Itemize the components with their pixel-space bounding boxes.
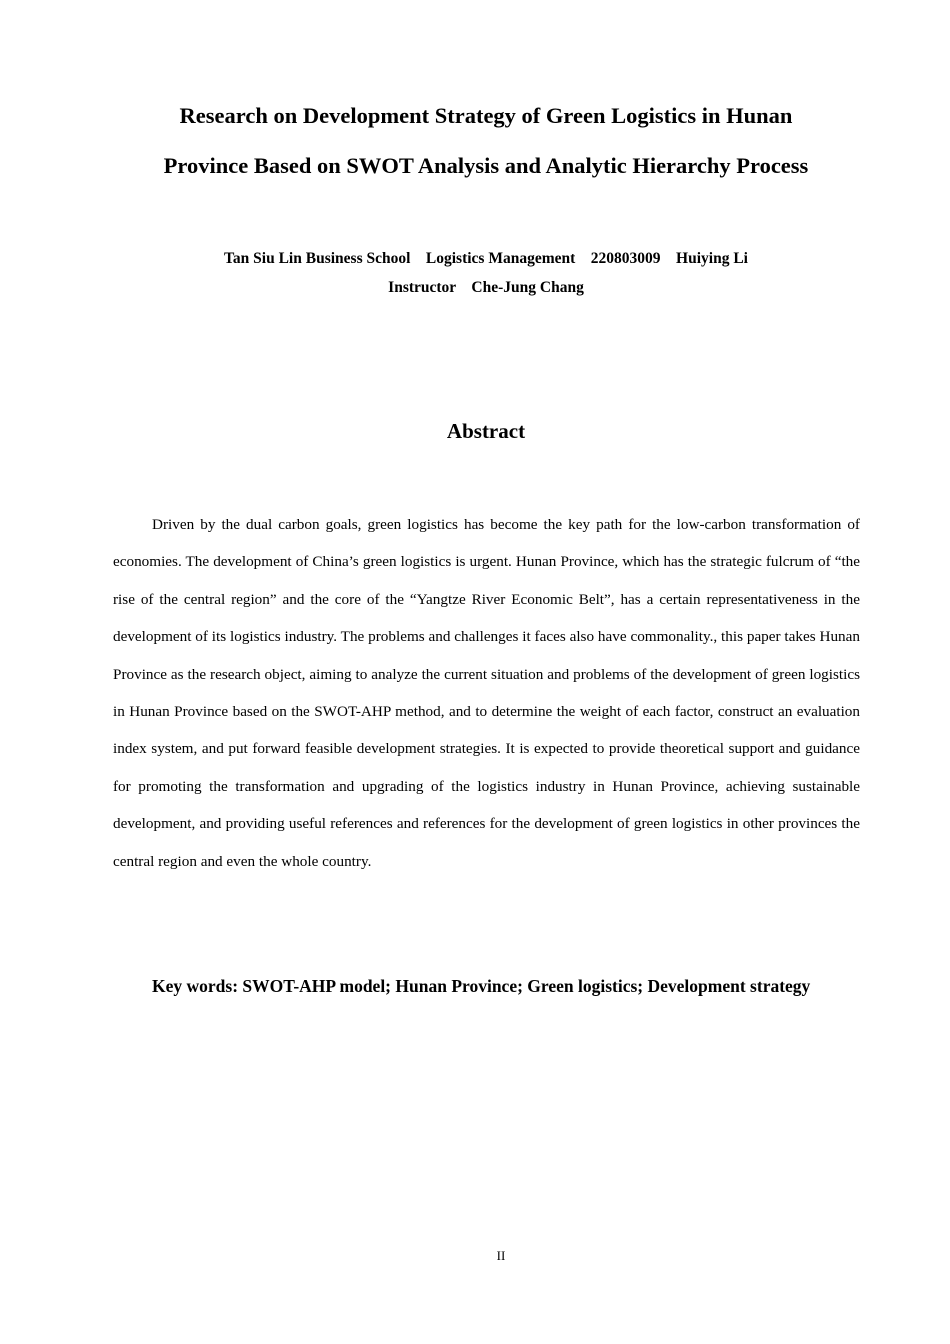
- abstract-body: Driven by the dual carbon goals, green logistics has become the key path for the low-carbon transformation of economies. The development of China’s green logistics is urgent. Hunan Province, which has the strategic fulcrum of “the rise of the central region” and the core of the “Yangtze River Economic Belt”, has a certain representativeness in the development of its logistics industry. The problems and challenges it faces also have commonality., this paper takes Hunan Province as the research object, aiming to analyze the current situation and problems of the development of green logistics in Hunan Province based on the SWOT-AHP method, and to determine the weight of each factor, construct an evaluation index system, and put forward feasible development strategies. It is expected to provide theoretical support and guidance for promoting the transformation and upgrading of the logistics industry in Hunan Province, achieving sustainable development, and providing useful references and references for the development of green logistics in other provinces the central region and even the whole country.: [113, 516, 860, 870]
- author-info: Tan Siu Lin Business School Logistics Management 220803009 Huiying Li: [224, 250, 748, 267]
- paper-title-line-2: Province Based on SWOT Analysis and Analytic Hierarchy Process: [163, 153, 809, 178]
- keywords: Key words: SWOT-AHP model; Hunan Province; Green logistics; Development strategy: [152, 976, 811, 996]
- paper-title-line-1: Research on Development Strategy of Green Logistics in Hunan: [179, 103, 793, 128]
- instructor-info: Instructor Che-Jung Chang: [388, 279, 584, 296]
- page-number: II: [496, 1248, 506, 1263]
- abstract-heading: Abstract: [446, 419, 526, 443]
